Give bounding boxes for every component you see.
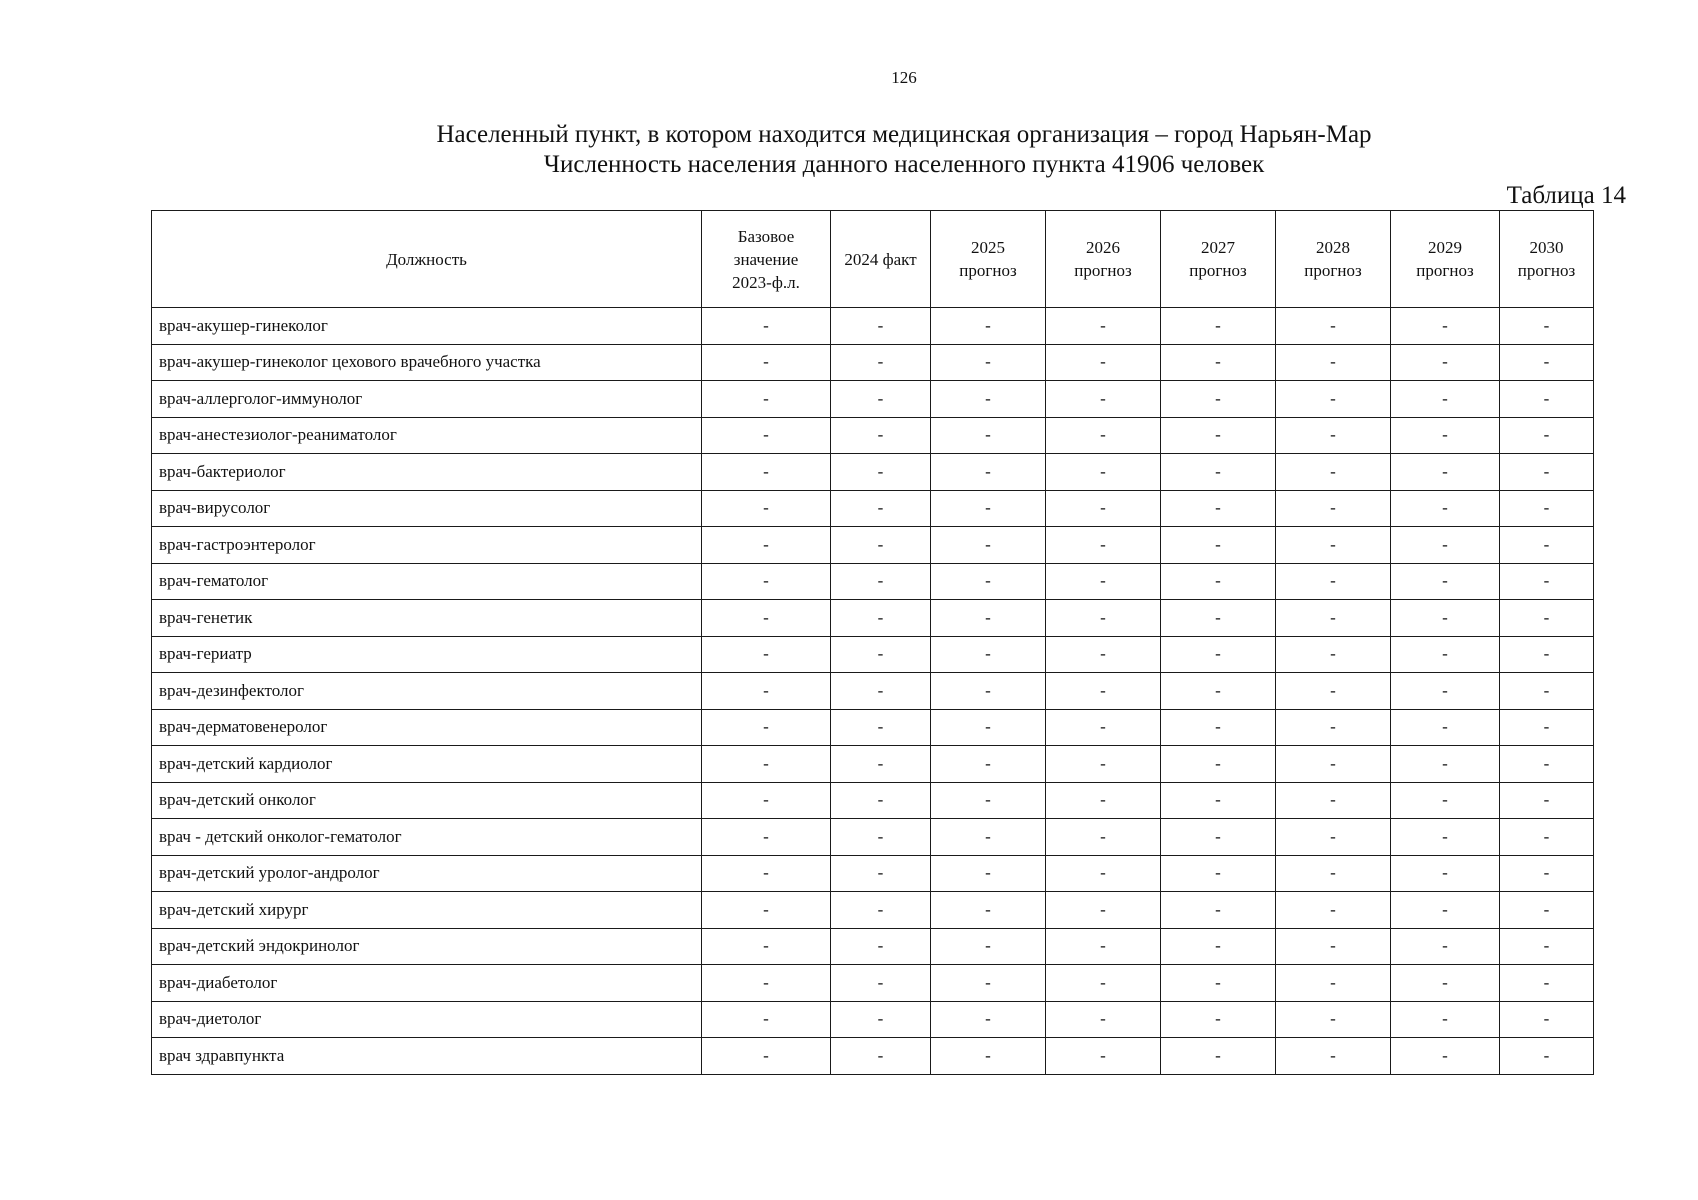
value-cell: - [702,308,831,345]
value-cell: - [831,928,931,965]
document-title [0,120,1698,180]
table-row [152,490,1594,527]
value-cell: - [1046,855,1161,892]
column-header-2024-fact: 2024 факт [831,211,931,308]
value-cell: - [1161,855,1276,892]
value-cell: - [831,417,931,454]
value-cell: - [1161,709,1276,746]
value-cell: - [1046,1001,1161,1038]
value-cell: - [1161,782,1276,819]
position-cell: врач-детский уролог-андролог [152,855,702,892]
value-cell: - [831,819,931,856]
value-cell: - [931,417,1046,454]
value-cell: - [1046,417,1161,454]
value-cell: - [1500,855,1594,892]
value-cell: - [1161,892,1276,929]
position-cell: врач-аллерголог-иммунолог [152,381,702,418]
position-cell: врач-гериатр [152,636,702,673]
value-cell: - [1276,709,1391,746]
table-row [152,819,1594,856]
value-cell: - [831,709,931,746]
value-cell: - [1391,673,1500,710]
value-cell: - [1161,928,1276,965]
table-row [152,636,1594,673]
value-cell: - [1500,417,1594,454]
position-cell: врач-детский хирург [152,892,702,929]
table-row [152,1001,1594,1038]
value-cell: - [831,527,931,564]
value-cell: - [702,417,831,454]
value-cell: - [1046,636,1161,673]
value-cell: - [1391,490,1500,527]
value-cell: - [1500,308,1594,345]
value-cell: - [931,709,1046,746]
value-cell: - [1276,1001,1391,1038]
position-cell: врач-гематолог [152,563,702,600]
value-cell: - [702,563,831,600]
column-header-2025-forecast: 2025 прогноз [931,211,1046,308]
table-row [152,673,1594,710]
value-cell: - [931,600,1046,637]
value-cell: - [931,673,1046,710]
title-line-population: Численность населения данного населенного пункта 41906 человек [543,151,1265,178]
value-cell: - [1500,673,1594,710]
table-row [152,417,1594,454]
table-row [152,600,1594,637]
table-row [152,527,1594,564]
title-line-settlement: Населенный пункт, в котором находится медицинская организация – город Нарьян-Мар [436,121,1372,148]
position-cell: врач-дезинфектолог [152,673,702,710]
value-cell: - [931,892,1046,929]
value-cell: - [1500,527,1594,564]
position-cell: врач здравпункта [152,1038,702,1075]
position-cell: врач-вирусолог [152,490,702,527]
value-cell: - [1046,819,1161,856]
value-cell: - [1276,746,1391,783]
value-cell: - [1046,673,1161,710]
column-header-2028-forecast: 2028 прогноз [1276,211,1391,308]
value-cell: - [831,673,931,710]
table-row [152,308,1594,345]
value-cell: - [702,1038,831,1075]
value-cell: - [1391,563,1500,600]
value-cell: - [1046,490,1161,527]
value-cell: - [1391,892,1500,929]
value-cell: - [1276,928,1391,965]
value-cell: - [931,490,1046,527]
value-cell: - [1276,782,1391,819]
value-cell: - [1046,381,1161,418]
value-cell: - [1161,344,1276,381]
position-cell: врач-дерматовенеролог [152,709,702,746]
value-cell: - [1391,855,1500,892]
table-row [152,381,1594,418]
column-header-2027-forecast: 2027 прогноз [1161,211,1276,308]
value-cell: - [1500,746,1594,783]
value-cell: - [931,1001,1046,1038]
position-cell: врач-генетик [152,600,702,637]
value-cell: - [1500,709,1594,746]
value-cell: - [1046,965,1161,1002]
value-cell: - [1391,746,1500,783]
value-cell: - [931,746,1046,783]
table-row [152,746,1594,783]
value-cell: - [931,454,1046,491]
value-cell: - [702,490,831,527]
position-cell: врач-диетолог [152,1001,702,1038]
value-cell: - [1500,454,1594,491]
position-cell: врач-акушер-гинеколог цехового врачебного участка [152,344,702,381]
value-cell: - [1276,308,1391,345]
value-cell: - [1391,819,1500,856]
value-cell: - [702,636,831,673]
value-cell: - [1046,709,1161,746]
value-cell: - [1161,417,1276,454]
value-cell: - [1276,527,1391,564]
value-cell: - [1161,527,1276,564]
position-cell: врач-диабетолог [152,965,702,1002]
table-row [152,928,1594,965]
value-cell: - [931,928,1046,965]
value-cell: - [931,563,1046,600]
value-cell: - [1500,928,1594,965]
value-cell: - [931,636,1046,673]
value-cell: - [1046,344,1161,381]
value-cell: - [1391,1001,1500,1038]
value-cell: - [1276,344,1391,381]
value-cell: - [1500,965,1594,1002]
table-row [152,892,1594,929]
position-cell: врач - детский онколог-гематолог [152,819,702,856]
value-cell: - [1046,454,1161,491]
value-cell: - [1276,673,1391,710]
position-cell: врач-гастроэнтеролог [152,527,702,564]
value-cell: - [1391,344,1500,381]
table-row [152,709,1594,746]
value-cell: - [831,563,931,600]
value-cell: - [1046,1038,1161,1075]
value-cell: - [931,782,1046,819]
value-cell: - [1500,782,1594,819]
value-cell: - [702,746,831,783]
value-cell: - [1500,1038,1594,1075]
value-cell: - [1276,417,1391,454]
value-cell: - [831,636,931,673]
table-body [152,308,1594,1075]
value-cell: - [1391,782,1500,819]
value-cell: - [1500,381,1594,418]
table-row [152,454,1594,491]
value-cell: - [1161,636,1276,673]
table-row [152,855,1594,892]
value-cell: - [702,928,831,965]
column-header-2026-forecast: 2026 прогноз [1046,211,1161,308]
value-cell: - [831,746,931,783]
value-cell: - [1391,527,1500,564]
value-cell: - [1046,563,1161,600]
column-header-2029-forecast: 2029 прогноз [1391,211,1500,308]
value-cell: - [1500,490,1594,527]
page-number: 126 [891,68,917,87]
value-cell: - [1161,308,1276,345]
position-cell: врач-акушер-гинеколог [152,308,702,345]
value-cell: - [1276,636,1391,673]
value-cell: - [1276,855,1391,892]
value-cell: - [831,381,931,418]
value-cell: - [702,965,831,1002]
value-cell: - [1500,1001,1594,1038]
value-cell: - [1161,746,1276,783]
staffing-table [151,210,1594,1075]
value-cell: - [1161,381,1276,418]
value-cell: - [831,782,931,819]
value-cell: - [702,600,831,637]
value-cell: - [1276,563,1391,600]
value-cell: - [702,527,831,564]
table-row [152,563,1594,600]
value-cell: - [1391,381,1500,418]
value-cell: - [1161,673,1276,710]
table-header-row [152,211,1594,308]
position-cell: врач-детский эндокринолог [152,928,702,965]
value-cell: - [1161,600,1276,637]
value-cell: - [931,855,1046,892]
value-cell: - [1276,819,1391,856]
value-cell: - [831,965,931,1002]
value-cell: - [1046,746,1161,783]
value-cell: - [1391,600,1500,637]
value-cell: - [702,381,831,418]
value-cell: - [1276,454,1391,491]
value-cell: - [1500,892,1594,929]
value-cell: - [1046,308,1161,345]
value-cell: - [1391,965,1500,1002]
value-cell: - [702,344,831,381]
value-cell: - [931,965,1046,1002]
value-cell: - [1276,490,1391,527]
value-cell: - [1276,381,1391,418]
value-cell: - [831,454,931,491]
table-label: Таблица 14 [1506,182,1626,209]
value-cell: - [1500,600,1594,637]
value-cell: - [1161,1001,1276,1038]
value-cell: - [931,381,1046,418]
value-cell: - [1500,344,1594,381]
value-cell: - [1161,563,1276,600]
position-cell: врач-бактериолог [152,454,702,491]
table-row [152,965,1594,1002]
value-cell: - [1161,1038,1276,1075]
value-cell: - [1161,490,1276,527]
value-cell: - [1500,563,1594,600]
value-cell: - [931,308,1046,345]
value-cell: - [831,892,931,929]
value-cell: - [1161,819,1276,856]
value-cell: - [1276,600,1391,637]
position-cell: врач-детский кардиолог [152,746,702,783]
value-cell: - [702,673,831,710]
value-cell: - [702,454,831,491]
table-row [152,782,1594,819]
value-cell: - [702,855,831,892]
value-cell: - [1161,965,1276,1002]
value-cell: - [1161,454,1276,491]
value-cell: - [1391,709,1500,746]
value-cell: - [702,709,831,746]
value-cell: - [702,782,831,819]
value-cell: - [831,600,931,637]
value-cell: - [1276,1038,1391,1075]
value-cell: - [931,1038,1046,1075]
value-cell: - [1391,928,1500,965]
value-cell: - [831,855,931,892]
value-cell: - [1046,600,1161,637]
value-cell: - [831,344,931,381]
value-cell: - [931,527,1046,564]
value-cell: - [1276,965,1391,1002]
value-cell: - [1276,892,1391,929]
value-cell: - [1391,454,1500,491]
table-row [152,1038,1594,1075]
value-cell: - [1046,928,1161,965]
value-cell: - [1500,819,1594,856]
value-cell: - [702,1001,831,1038]
position-cell: врач-анестезиолог-реаниматолог [152,417,702,454]
value-cell: - [831,1001,931,1038]
value-cell: - [1046,527,1161,564]
value-cell: - [931,344,1046,381]
position-cell: врач-детский онколог [152,782,702,819]
value-cell: - [831,490,931,527]
value-cell: - [1391,636,1500,673]
table-row [152,344,1594,381]
value-cell: - [1391,417,1500,454]
value-cell: - [1391,308,1500,345]
value-cell: - [1391,1038,1500,1075]
value-cell: - [931,819,1046,856]
value-cell: - [1046,782,1161,819]
value-cell: - [702,892,831,929]
value-cell: - [702,819,831,856]
column-header-2030-forecast: 2030 прогноз [1500,211,1594,308]
column-header-base-2023: Базовое значение 2023-ф.л. [702,211,831,308]
value-cell: - [1500,636,1594,673]
column-header-position: Должность [152,211,702,308]
value-cell: - [831,1038,931,1075]
value-cell: - [831,308,931,345]
value-cell: - [1046,892,1161,929]
